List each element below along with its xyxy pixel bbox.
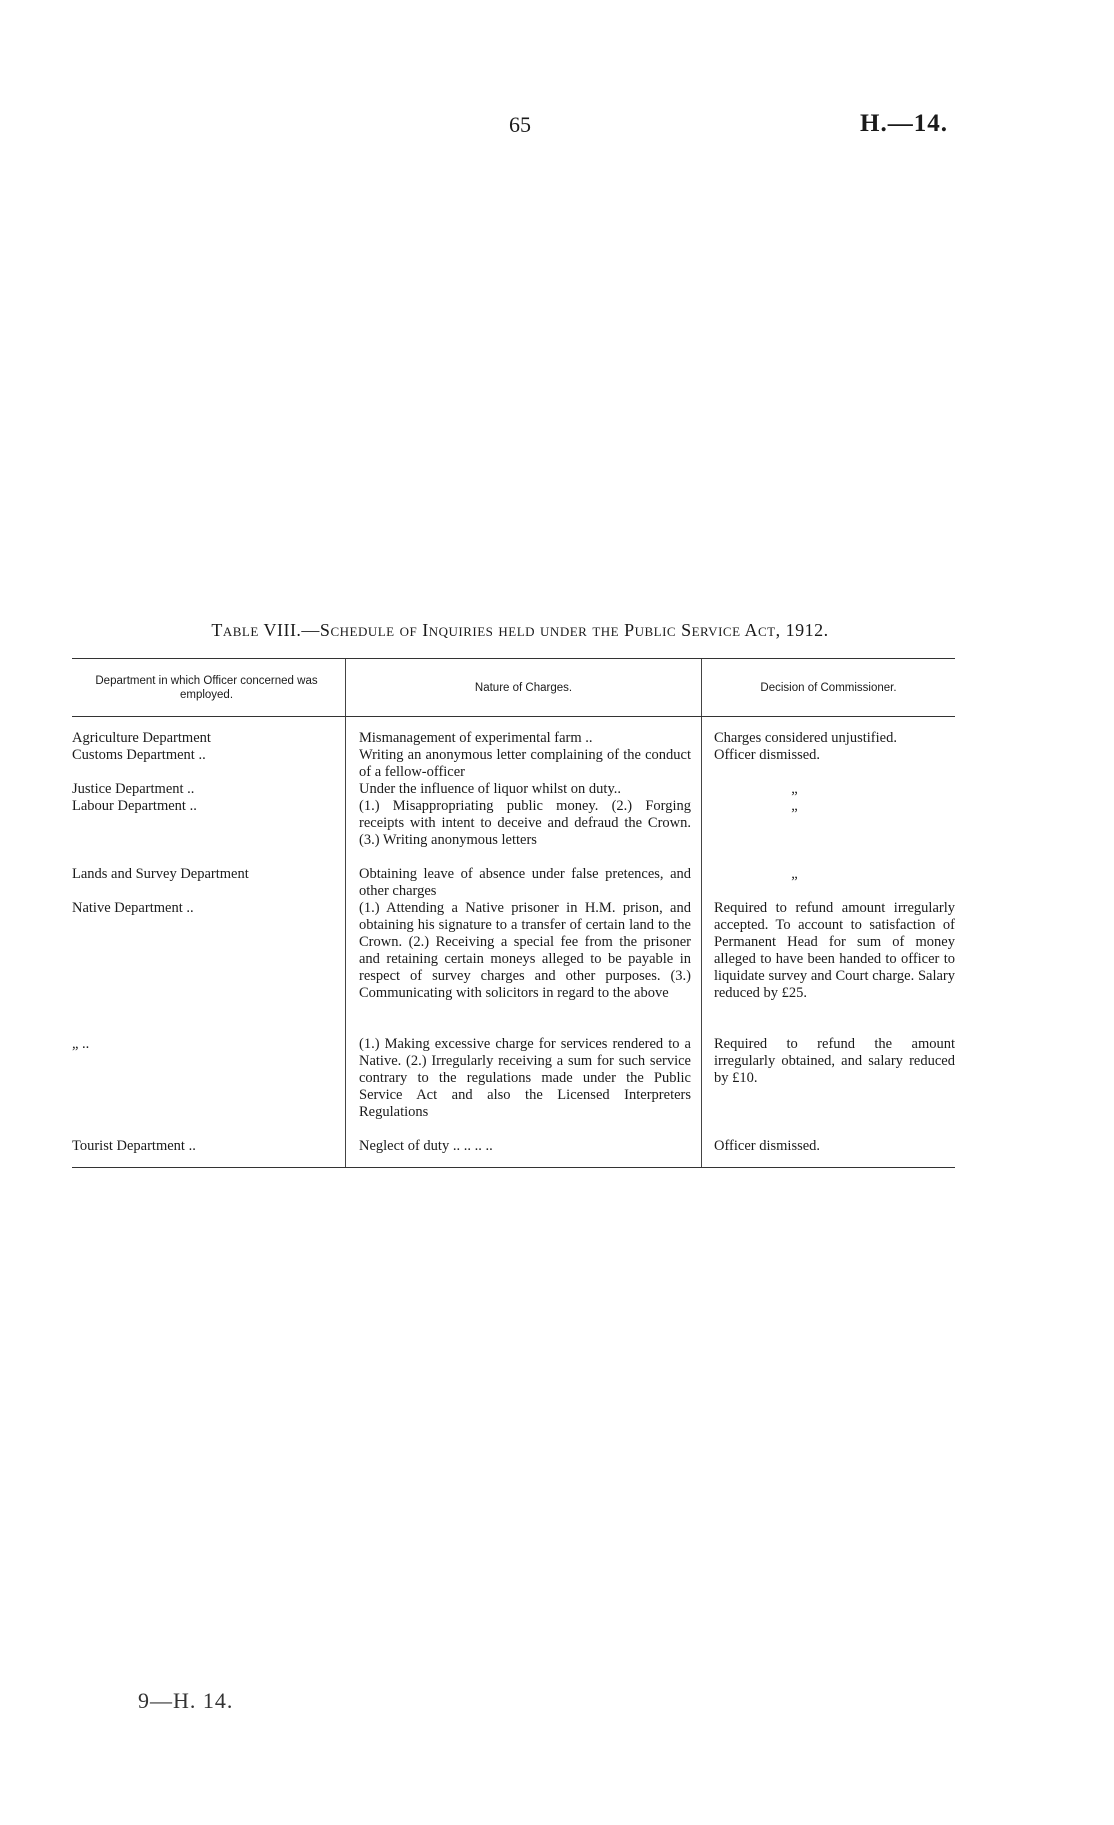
table-cell-department: Labour Department .. xyxy=(72,798,197,814)
table-cell-charges: (1.) Making excessive charge for services rendered to a Native. (2.) Irregularly receiving a sum for such service contrary to the regulations made under the Public Service Act and also the Licensed Interpreters Regulations xyxy=(359,1036,691,1120)
table-cell-charges: Under the influence of liquor whilst on duty.. xyxy=(359,781,622,797)
table-cell-department: Lands and Survey Department xyxy=(72,866,249,882)
document-id: H.—14. xyxy=(860,110,948,137)
table-cell-decision: Required to refund the amount irregularly obtained, and salary reduced by £10. xyxy=(714,1036,955,1086)
table-cell-department: Tourist Department .. xyxy=(72,1138,196,1154)
table-cell-decision: „ xyxy=(791,866,798,882)
table-cell-charges: Writing an anonymous letter complaining of the conduct of a fellow-officer xyxy=(359,747,691,780)
table-cell-charges: Obtaining leave of absence under false pretences, and other charges xyxy=(359,866,691,899)
table-header xyxy=(72,659,955,716)
table-cell-decision: „ xyxy=(791,781,798,797)
column-header-decision: Decision of Commissioner. xyxy=(701,659,955,716)
table-body xyxy=(72,717,955,1167)
table-cell-decision: Charges considered unjustified. xyxy=(714,730,897,746)
table-cell-department: Customs Department .. xyxy=(72,747,206,763)
table-cell-department: Justice Department .. xyxy=(72,781,195,797)
charges-column xyxy=(345,717,701,1167)
page-number: 65 xyxy=(509,112,531,137)
footer-mark: 9—H. 14. xyxy=(138,1688,234,1713)
table-cell-charges: Mismanagement of experimental farm .. xyxy=(359,730,593,746)
table-cell-decision: Officer dismissed. xyxy=(714,747,821,763)
table-title: Table VIII.—Schedule of Inquiries held under the Public Service Act, 1912. xyxy=(211,620,829,640)
table-cell-decision: Officer dismissed. xyxy=(714,1138,821,1154)
table-cell-department: Agriculture Department xyxy=(72,730,211,746)
table-cell-charges: (1.) Attending a Native prisoner in H.M. prison, and obtaining his signature to a transfer of certain land to the Crown. (2.) Receiving a special fee from the prisoner and retaining certain moneys alleged to be payable in respect of survey charges and other purposes. (3.) Communicating with solicitors in regard to the above xyxy=(359,900,691,1001)
table-cell-department: Native Department .. xyxy=(72,900,194,916)
inquiries-table xyxy=(72,658,955,1168)
table-cell-decision: Required to refund amount irregularly accepted. To account to satisfaction of Permanent Head for sum of money alleged to have been handed to officer to liquidate survey and Court charge. Salary reduced by £25. xyxy=(714,900,955,1001)
decision-column xyxy=(701,717,955,1167)
column-header-charges: Nature of Charges. xyxy=(345,659,701,716)
table-cell-decision: „ xyxy=(791,798,798,814)
table-cell-charges: (1.) Misappropriating public money. (2.) Forging receipts with intent to deceive and defraud the Crown. (3.) Writing anonymous letters xyxy=(359,798,691,848)
column-header-department: Department in which Officer concerned was employed. xyxy=(95,674,318,701)
table-cell-department: „ .. xyxy=(72,1036,90,1052)
department-column xyxy=(72,717,345,1167)
table-cell-charges: Neglect of duty .. .. .. .. xyxy=(359,1138,493,1154)
table-bottom-rule xyxy=(72,1167,955,1168)
